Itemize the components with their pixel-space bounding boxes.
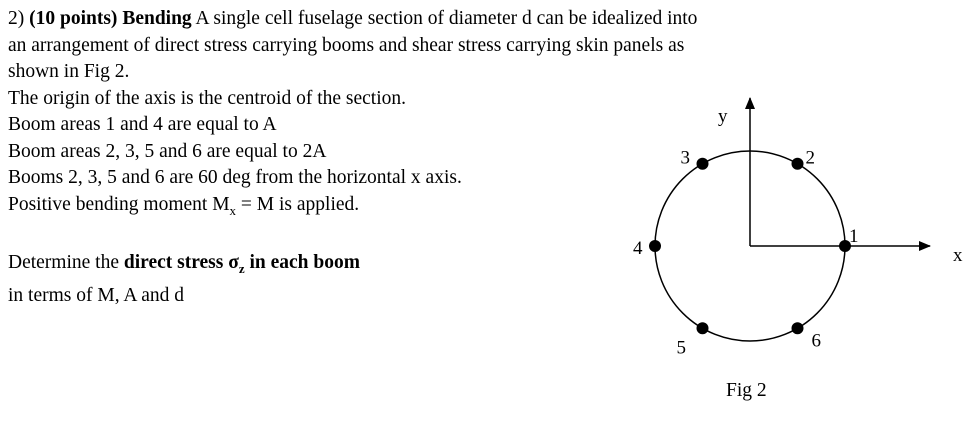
y-axis-label: y [718, 106, 728, 127]
origin-statement: The origin of the axis is the centroid of the section. [8, 87, 407, 109]
boom-2-label: 2 [805, 147, 815, 169]
problem-intro-text: A single cell fuselage section of diameter d can be idealized into [195, 8, 698, 29]
x-axis-label: x [953, 245, 963, 266]
boom-5-marker [697, 322, 709, 334]
problem-points: (10 points) [29, 8, 118, 29]
moment-subscript: x [229, 202, 237, 218]
boom-4-marker [649, 240, 661, 252]
boom-5-label: 5 [676, 337, 686, 359]
figure-caption: Fig 2 [726, 380, 767, 401]
problem-number: 2) [8, 8, 25, 29]
boom-3-marker [697, 158, 709, 170]
boom-3-label: 3 [680, 147, 690, 169]
boom-4-label: 4 [633, 238, 643, 259]
task-statement-line-2: in terms of M, A and d [8, 284, 185, 306]
bending-moment-statement: Positive bending moment $M_x = M$ is applied. [8, 193, 360, 218]
boom-6-label: 6 [811, 330, 821, 352]
boom-angles-statement: Booms 2, 3, 5 and 6 are 60 deg from the horizontal x axis. [8, 167, 462, 188]
task-bold-text: direct stress σ [123, 252, 239, 274]
boom-2-marker [792, 158, 804, 170]
boom-group [633, 148, 859, 359]
problem-topic: Bending [122, 8, 192, 29]
boom-areas-2-3-5-6: Boom areas 2, 3, 5 and 6 are equal to 2A [8, 140, 327, 162]
boom-6-marker [792, 322, 804, 334]
boom-areas-1-4: Boom areas 1 and 4 are equal to A [8, 114, 277, 135]
problem-intro-line-2: an arrangement of direct stress carrying booms and shear stress carrying skin panels as [8, 34, 685, 56]
problem-intro-line-3: shown in Fig 2. [8, 61, 130, 82]
task-statement: Determine the direct stress $\sigma_z$ in each boom [8, 252, 360, 277]
boom-1-label: 1 [849, 226, 859, 247]
sigma-subscript: z [238, 261, 245, 277]
